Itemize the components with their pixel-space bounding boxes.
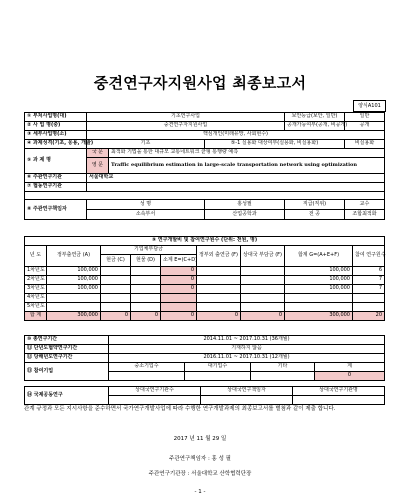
row4-value: 기초	[87, 140, 205, 149]
total-sum: 0	[161, 312, 197, 321]
row5-label: ⑤ 과 제 명	[25, 149, 87, 174]
signer-institution: 주관연구기관장 : 서울대학교 산학협력단장	[148, 471, 252, 477]
budget-cell-local	[197, 276, 241, 285]
en-title: Traffic equilibrium estimation in large-scale transportation network using optimization	[109, 158, 385, 174]
budget-cell-year: 1차년도	[25, 267, 47, 276]
participants-h4: 계	[315, 363, 385, 372]
intl-label: ⑭ 국제공동연구	[25, 387, 109, 405]
budget-header-gov: 정부출연금 (A)	[47, 246, 101, 267]
dept-value: 산업공학과	[205, 210, 285, 220]
budget-cell-local	[197, 285, 241, 294]
budget-header-people: 참여 연구원수	[353, 246, 385, 267]
intl-h3: 상대국연구기관명	[293, 387, 385, 396]
budget-cell-total: 100,000	[285, 276, 353, 285]
security-value: 일반	[345, 113, 385, 122]
annual-period-label: ⑪ 단년도협약연구기간	[25, 345, 109, 354]
participants-v1	[109, 372, 185, 381]
budget-header-year: 년 도	[25, 246, 47, 267]
practical-label: ⑤-1 실용화 대상여부(실용화, 비실용화)	[205, 140, 345, 149]
budget-cell-local	[197, 294, 241, 303]
budget-cell-etc	[241, 285, 285, 294]
budget-cell-sum: 0	[161, 276, 197, 285]
participants-h2: 대기업수	[185, 363, 251, 372]
budget-cell-kind	[131, 267, 161, 276]
row1-label: ① 부처사업명(대)	[25, 113, 87, 122]
budget-cell-kind	[131, 276, 161, 285]
budget-section-label: ⑨ 연구개발비 및 참여연구원수 (단위: 천원, 명)	[25, 237, 385, 246]
total-period-label: ⑩ 총연구기간	[25, 336, 109, 345]
intl-table	[24, 386, 385, 405]
budget-cell-etc	[241, 276, 285, 285]
signer-researcher: 주관연구책임자 : 홍 성 필	[169, 456, 231, 462]
major-label: 전 공	[285, 210, 345, 220]
participants-h3: 기타	[251, 363, 315, 372]
participants-v2	[185, 372, 251, 381]
budget-header-sum: 소계 E=(C+D)	[161, 255, 197, 267]
budget-cell-year: 5차년도	[25, 303, 47, 312]
periods-table	[24, 335, 385, 381]
budget-row	[25, 267, 385, 276]
budget-cell-total: 100,000	[285, 285, 353, 294]
general-info-table	[24, 112, 385, 220]
budget-header-cash: 현금 (C)	[101, 255, 131, 267]
form-code: 양식A101	[353, 100, 386, 112]
budget-cell-etc	[241, 267, 285, 276]
row7-value	[87, 183, 385, 192]
budget-cell-people: 6	[353, 267, 385, 276]
budget-cell-sum: 0	[161, 267, 197, 276]
submission-date: 2017 년 11 월 29 일	[173, 436, 227, 442]
participants-label: ⑬ 참여기업	[25, 363, 109, 381]
kr-title: 최적화 기법을 통한 대규모 교통네트워크 균형 통행량 예측	[109, 149, 385, 158]
public-label: 공개가능여부(공개, 비공개)	[285, 122, 345, 131]
practical-value: 비실용화	[345, 140, 385, 149]
page-title: 중견연구자지원사업 최종보고서	[93, 74, 307, 92]
row4-label: ④ 과제성격(기초, 응용, 개발)	[25, 140, 87, 149]
budget-cell-gov: 100,000	[47, 285, 101, 294]
budget-cell-sum: 0	[161, 285, 197, 294]
participants-v4: 0	[315, 372, 385, 381]
budget-cell-year: 2차년도	[25, 276, 47, 285]
budget-cell-people	[353, 303, 385, 312]
row6-label: ⑥ 주관연구기관	[25, 174, 87, 183]
en-title-tag: 영 문	[87, 158, 109, 174]
current-period-value: 2016.11.01 ~ 2017.10.31 (12개월)	[109, 354, 385, 363]
budget-total-row	[25, 312, 385, 321]
participants-h1: 중소기업수	[109, 363, 185, 372]
budget-cell-cash	[101, 294, 131, 303]
budget-cell-year: 3차년도	[25, 285, 47, 294]
row3-value: 핵심개인(미래유망, 사회현수)	[87, 131, 385, 140]
budget-cell-cash	[101, 276, 131, 285]
budget-cell-gov	[47, 303, 101, 312]
budget-cell-etc	[241, 294, 285, 303]
security-label: 보안등급(보안, 일반)	[285, 113, 345, 122]
total-total: 300,000	[285, 312, 353, 321]
budget-cell-total	[285, 294, 353, 303]
budget-row	[25, 276, 385, 285]
budget-header-total: 합계 G=(A+E+F)	[285, 246, 353, 267]
budget-cell-gov: 100,000	[47, 267, 101, 276]
budget-cell-total: 100,000	[285, 267, 353, 276]
budget-cell-people	[353, 294, 385, 303]
budget-cell-kind	[131, 285, 161, 294]
budget-cell-kind	[131, 294, 161, 303]
budget-cell-local	[197, 267, 241, 276]
budget-table	[24, 236, 385, 321]
budget-header-etc: 상대국 부담금 (F)	[241, 246, 285, 267]
row8-label: ⑧ 주관연구책임자	[25, 200, 87, 220]
intl-h2: 상대국연구책임자	[201, 387, 293, 396]
submission-statement: 관계 규정과 모든 지시사항을 준수하면서 국가연구개발사업에 따라 수행한 연구개발과제의 최종보고서를 별첨과 같이 제출 합니다.	[24, 406, 336, 412]
total-local: 0	[197, 312, 241, 321]
budget-row	[25, 303, 385, 312]
row1-value: 기초연구사업	[87, 113, 285, 122]
budget-header-kind: 현물 (D)	[131, 255, 161, 267]
budget-cell-sum	[161, 294, 197, 303]
row3-label: ③ 세부사업명(소)	[25, 131, 87, 140]
major-value: 조합최적화	[345, 210, 385, 220]
total-year: 합 계	[25, 312, 47, 321]
position-value: 교수	[345, 200, 385, 210]
total-period-value: 2014.11.01 ~ 2017.10.31 (36개월)	[109, 336, 385, 345]
budget-cell-etc	[241, 303, 285, 312]
total-etc: 0	[241, 312, 285, 321]
budget-cell-sum	[161, 303, 197, 312]
budget-cell-local	[197, 303, 241, 312]
row6-value: 서울대학교	[87, 174, 385, 183]
public-value: 공개	[345, 122, 385, 131]
budget-header-local: 정부외 출연금 (F)	[197, 246, 241, 267]
position-label: 직급(직위)	[285, 200, 345, 210]
page-number: - 1 -	[194, 489, 206, 495]
budget-header-company: 기업체부담금	[101, 246, 197, 255]
row2-label: ② 사 업 명(중)	[25, 122, 87, 131]
participants-v3	[251, 372, 315, 381]
budget-cell-year: 4차년도	[25, 294, 47, 303]
budget-cell-people: 7	[353, 276, 385, 285]
total-people: 20	[353, 312, 385, 321]
budget-row	[25, 294, 385, 303]
name-value: 홍성필	[205, 200, 285, 210]
spacer	[25, 192, 385, 200]
total-gov: 300,000	[47, 312, 101, 321]
total-kind: 0	[131, 312, 161, 321]
budget-cell-gov	[47, 294, 101, 303]
intl-h1: 상대국연구기관수	[109, 387, 201, 396]
total-cash: 0	[101, 312, 131, 321]
budget-row	[25, 285, 385, 294]
annual-period-note: 기재하지 않음	[109, 345, 385, 354]
budget-cell-gov: 100,000	[47, 276, 101, 285]
budget-cell-cash	[101, 267, 131, 276]
name-label: 성 명	[87, 200, 205, 210]
budget-cell-people: 7	[353, 285, 385, 294]
budget-cell-kind	[131, 303, 161, 312]
budget-cell-total	[285, 303, 353, 312]
kr-title-tag: 국 문	[87, 149, 109, 158]
budget-cell-cash	[101, 303, 131, 312]
dept-label: 소속부서	[87, 210, 205, 220]
budget-cell-cash	[101, 285, 131, 294]
current-period-label: ⑫ 당해년도연구기간	[25, 354, 109, 363]
row2-value: 중견연구자지원사업	[87, 122, 285, 131]
row7-label: ⑦ 협동연구기관	[25, 183, 87, 192]
